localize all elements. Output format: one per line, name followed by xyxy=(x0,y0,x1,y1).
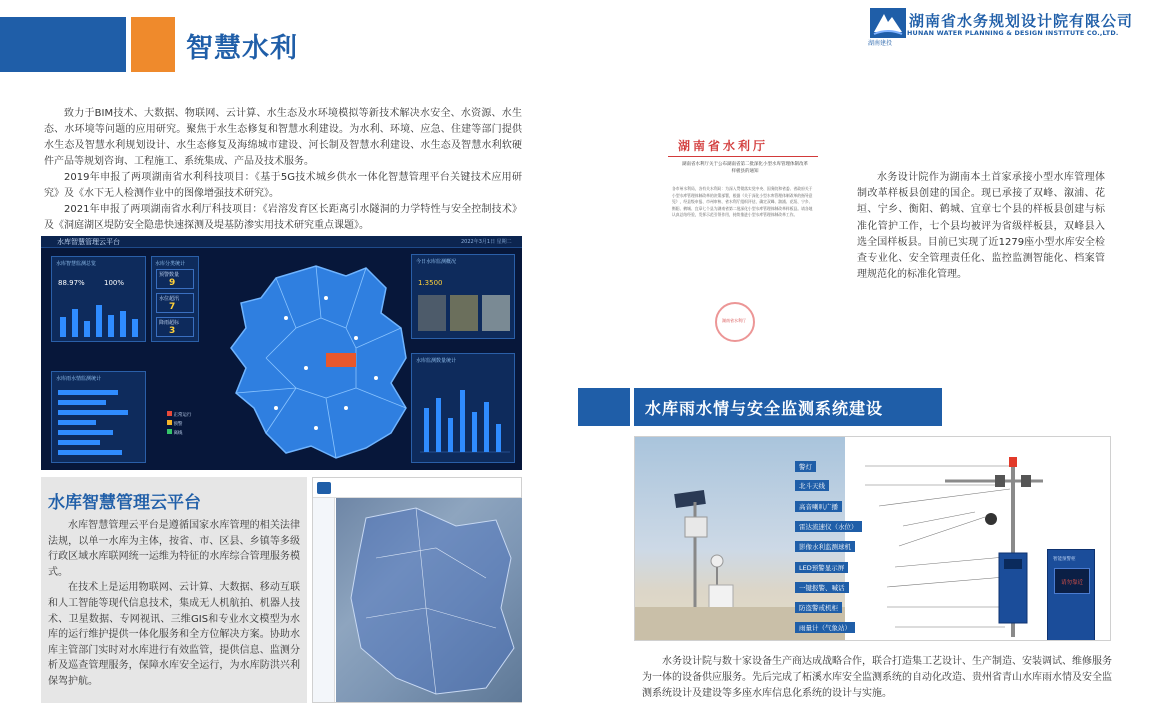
cloud-platform-title: 水库智慧管理云平台 xyxy=(48,493,201,513)
stats-panel xyxy=(151,256,199,342)
stat-card: 水位超汛 7 xyxy=(156,293,194,313)
seal-text: 湖南省水利厅 xyxy=(722,318,746,323)
app-sidebar xyxy=(313,498,335,702)
label-led-screen: LED预警显示屏 xyxy=(795,562,848,573)
cloud-text-1: 水库智慧管理云平台是遵循国家水库管理的相关法律法规，以单一水库为主体，按省、市、区县、乡镇等多级行政区域水库联网统一运维为特征的水库综合管理服务模式。 xyxy=(48,520,300,578)
app-logo-icon xyxy=(317,482,331,494)
today-panel-title: 今日水库监测概况 xyxy=(416,259,457,265)
rain-stats-panel xyxy=(51,371,146,463)
rain-stats-chart xyxy=(56,386,142,460)
dashboard-time: 2022年3月1日 星期二 xyxy=(461,239,512,245)
header-blue-block xyxy=(0,17,126,72)
kpi-b: 100% xyxy=(104,279,125,287)
camera-thumb xyxy=(482,295,510,331)
platform-app-screenshot xyxy=(312,477,522,703)
satellite-map xyxy=(336,498,522,702)
logo-subtitle: 湖南建投 xyxy=(868,40,893,47)
stat-card: 预警数量 9 xyxy=(156,269,194,289)
page-title: 智慧水利 xyxy=(186,33,298,64)
today-value: 1.3500 xyxy=(418,279,443,287)
intro-paragraph-3: 2021年申报了两项湖南省水利厅科技项目：《岩溶发育区长距离引水隧洞的力学特性与安全控制技术》及《洞庭湖区堤防安全隐患快速探测及堤基防渗实用技术研究重点课题》。 xyxy=(44,204,522,231)
satellite-overlay xyxy=(336,498,522,702)
overview-panel-title: 水库智慧监测总览 xyxy=(56,261,97,267)
app-toolbar xyxy=(313,478,521,498)
document-heading: 湖南省水利厅 xyxy=(678,139,769,153)
stats-panel-title: 水库分类统计 xyxy=(155,261,186,267)
intro-paragraph-2: 2019年申报了两项湖南省水利科技项目：《基于5G技术城乡供水一体化智慧管理平台关键技术应用研究》及《水下无人检测作业中的图像增强技术研究》。 xyxy=(44,172,522,199)
org-name-en: HUNAN WATER PLANNING & DESIGN INSTITUTE CO.,LTD. xyxy=(907,29,1119,37)
kpi-a: 88.97% xyxy=(58,279,85,287)
monitor-title: 水库雨水情与安全监测系统建设 xyxy=(645,399,884,418)
warning-cabinet xyxy=(1047,549,1095,641)
label-camera: 影像水利监测球机 xyxy=(795,541,855,552)
cabinet-screen-text: 请勿靠近 xyxy=(1060,580,1083,586)
org-name: 湖南省水务规划设计院有限公司 xyxy=(909,12,1134,30)
monitoring-station-figure xyxy=(634,436,1111,641)
cloud-text-2: 在技术上是运用物联网、云计算、大数据、移动互联和人工智能等现代信息技术，集成无人机航拍、机器人技术、卫星数据、专网视讯、三维GIS和专业水文模型为水库的运行维护提供一体化服务和全方位解决方案。协助水库主管部门实时对水库进行有效监管，提供信息、监测分析及巡查管理服务，保障水库安全运行，为水库防洪兴利保驾护航。 xyxy=(48,582,300,687)
dashboard-title: 水库智慧管理云平台 xyxy=(57,238,120,246)
intro-paragraph-1: 致力于BIM技术、大数据、物联网、云计算、水生态及水环境模拟等新技术解决水安全、水资源、水生态、水环境等问题的应用研究。聚焦于水生态修复和智慧水利建设。为水利、环境、应急、住建等部门提供水生态及智慧水利规划设计、水生态修复及海绵城市建设、河长制及智慧水利建设、水生态及智慧水利软硬件产品等规划咨询、工程施工、系统集成、产品及技术服务。 xyxy=(44,108,522,167)
overview-bar-chart xyxy=(58,297,142,339)
dashboard-screenshot xyxy=(41,236,522,470)
hunan-province-map xyxy=(206,258,441,463)
camera-thumb xyxy=(450,295,478,331)
equipment-pole xyxy=(925,457,1045,641)
document-body: 各市州水利局，各有关水利局：为深入贯彻落实党中央、国务院和省委、省政府关于小型水库管理体制改革的决策部署，根据《关于深化小型水库管理体制改革的指导意见》，经县级申报、市州审核、省水利厅组织评估，确定双峰、溆浦、花垣、宁乡、衡阳、鹤城、宜章七个县为湖南省第二批深化小型水库管理体制改革样板县。请各地认真总结经验，发挥示范引领作用，持续推进小型水库管理体制改革工作。 xyxy=(672,186,813,218)
label-warning-light: 警灯 xyxy=(795,461,816,472)
label-rain-gauge: 雨量计（气象站） xyxy=(795,622,855,633)
monitor-paragraph: 水务设计院与数十家设备生产商达成战略合作，联合打造集工艺设计、生产制造、安装调试、维修服务为一体的设备供应服务。先后完成了柘溪水库安全监测系统的自动化改造、贵州省青山水库雨水情及安全监测系统设计及建设等多座水库信息化系统的设计与实施。 xyxy=(642,656,1112,699)
rain-stats-title: 水库雨水情监测统计 xyxy=(56,376,102,382)
camera-thumb xyxy=(418,295,446,331)
overview-panel xyxy=(51,256,146,342)
document-subtitle: 湖南省水利厅关于公布湖南省第二批深化小型水库管理体制改革样板县的通知 xyxy=(682,162,808,174)
map-legend: 正常运行 预警 离线 xyxy=(167,411,191,438)
monitor-header-block xyxy=(578,388,630,426)
today-panel xyxy=(411,254,515,339)
count-panel xyxy=(411,353,515,463)
label-radar: 雷达流速仪（水位） xyxy=(795,521,862,532)
cabinet-screen xyxy=(1054,568,1090,594)
count-panel-title: 水库监测数量统计 xyxy=(416,358,457,364)
company-logo-icon xyxy=(870,8,906,38)
label-cabinet: 防盗警戒机柜 xyxy=(795,602,842,613)
label-beidou-antenna: 北斗天线 xyxy=(795,480,829,491)
label-alarm: 一键报警、喊话 xyxy=(795,582,849,593)
county-paragraph: 水务设计院作为湖南本土首家承接小型水库管理体制改革样板县创建的国企。现已承接了双峰、溆浦、花垣、宁乡、衡阳、鹤城、宜章七个县的样板县创建与标准化管护工作，七个县均被评为省级样板县，双峰县入选全国样板县。目前已实现了近1279座小型水库安全检查专业化、安全管理责任化、监控监测智能化、档案管理规范化的标准化管理。 xyxy=(857,172,1105,281)
count-bar-chart xyxy=(416,368,512,458)
label-loudspeaker: 高音喇叭广播 xyxy=(795,501,842,512)
document-red-line xyxy=(668,156,818,157)
cabinet-label: 智能预警柜 xyxy=(1053,557,1076,562)
app-menu xyxy=(343,486,513,490)
header-orange-block xyxy=(131,17,175,72)
cloud-platform-text xyxy=(48,518,300,690)
stat-card: 降雨超标 3 xyxy=(156,317,194,337)
